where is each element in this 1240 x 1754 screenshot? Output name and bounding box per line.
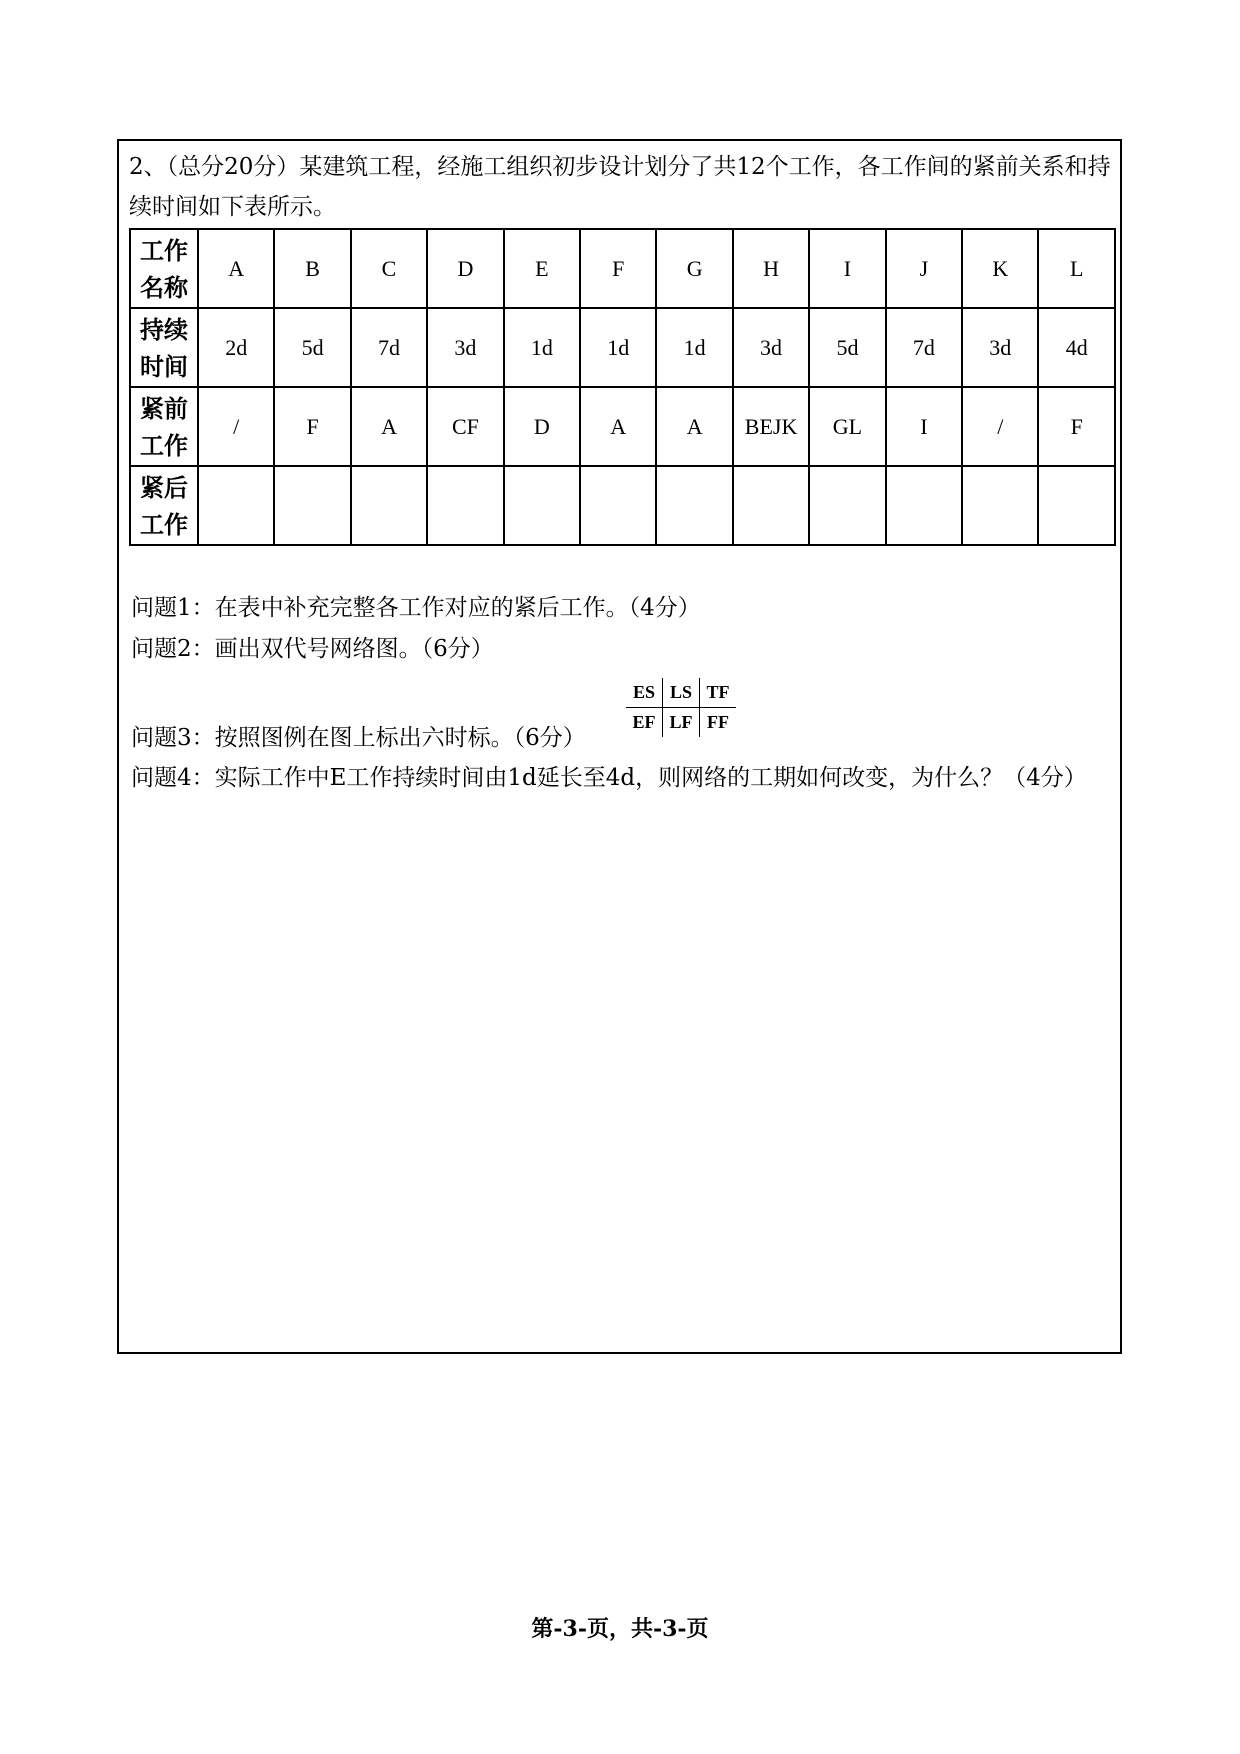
work-name-cell: I: [809, 229, 885, 308]
predecessor-cell: F: [274, 387, 350, 466]
work-name-cell: K: [962, 229, 1038, 308]
legend-ff: FF: [707, 712, 729, 732]
duration-cell: 5d: [809, 308, 885, 387]
successor-cell[interactable]: [427, 466, 503, 545]
successor-cell[interactable]: [198, 466, 274, 545]
duration-cell: 7d: [351, 308, 427, 387]
page-footer: 第-3-页，共-3-页: [531, 1616, 709, 1642]
problem-1: 问题1：在表中补充完整各工作对应的紧后工作。（4分）: [131, 595, 701, 621]
row-header-duration: 持续时间: [130, 308, 198, 387]
work-name-cell: D: [427, 229, 503, 308]
successor-cell[interactable]: [962, 466, 1038, 545]
successor-cell[interactable]: [274, 466, 350, 545]
predecessor-cell: A: [656, 387, 732, 466]
work-name-cell: E: [504, 229, 580, 308]
row-predecessor: [130, 387, 1115, 466]
duration-cell: 1d: [504, 308, 580, 387]
problem-2: 问题2：画出双代号网络图。（6分）: [131, 636, 494, 662]
legend-tf: TF: [700, 678, 737, 708]
predecessor-cell: A: [351, 387, 427, 466]
six-time-legend: [626, 678, 736, 737]
predecessor-cell: /: [198, 387, 274, 466]
successor-cell[interactable]: [1038, 466, 1115, 545]
successor-cell[interactable]: [656, 466, 732, 545]
row-successor: [130, 466, 1115, 545]
successor-cell[interactable]: [580, 466, 656, 545]
duration-cell: 7d: [886, 308, 962, 387]
duration-cell: 4d: [1038, 308, 1115, 387]
row-header-work-name: 工作名称: [130, 229, 198, 308]
legend-ls: LS: [663, 678, 700, 708]
predecessor-cell: F: [1038, 387, 1115, 466]
predecessor-cell: /: [962, 387, 1038, 466]
predecessor-cell: I: [886, 387, 962, 466]
duration-cell: 5d: [274, 308, 350, 387]
work-name-cell: G: [656, 229, 732, 308]
successor-cell[interactable]: [351, 466, 427, 545]
duration-cell: 3d: [962, 308, 1038, 387]
successor-cell[interactable]: [504, 466, 580, 545]
legend-lf: LF: [663, 708, 700, 738]
duration-cell: 2d: [198, 308, 274, 387]
work-name-cell: L: [1038, 229, 1115, 308]
predecessor-cell: CF: [427, 387, 503, 466]
problem-4: 问题4：实际工作中E工作持续时间由1d延长至4d，则网络的工期如何改变，为什么？（4分）: [131, 765, 1087, 791]
duration-cell: 1d: [580, 308, 656, 387]
legend-ef: EF: [626, 708, 663, 738]
predecessor-cell: D: [504, 387, 580, 466]
duration-cell: 1d: [656, 308, 732, 387]
work-name-cell: B: [274, 229, 350, 308]
duration-cell: 3d: [427, 308, 503, 387]
successor-cell[interactable]: [809, 466, 885, 545]
duration-cell: 3d: [733, 308, 809, 387]
work-table: [129, 228, 1116, 546]
predecessor-cell: GL: [809, 387, 885, 466]
row-work-name: [130, 229, 1115, 308]
work-name-cell: H: [733, 229, 809, 308]
row-header-successor: 紧后工作: [130, 466, 198, 545]
work-name-cell: J: [886, 229, 962, 308]
work-name-cell: C: [351, 229, 427, 308]
predecessor-cell: BEJK: [733, 387, 809, 466]
predecessor-cell: A: [580, 387, 656, 466]
successor-cell[interactable]: [733, 466, 809, 545]
work-name-cell: A: [198, 229, 274, 308]
row-header-predecessor: 紧前工作: [130, 387, 198, 466]
row-duration: [130, 308, 1115, 387]
legend-es: ES: [626, 678, 663, 708]
question-intro: 2、（总分20分）某建筑工程，经施工组织初步设计划分了共12个工作，各工作间的紧前关系和持续时间如下表所示。: [129, 154, 1111, 220]
successor-cell[interactable]: [886, 466, 962, 545]
work-name-cell: F: [580, 229, 656, 308]
problem-3: 问题3：按照图例在图上标出六时标。（6分）: [131, 725, 586, 751]
